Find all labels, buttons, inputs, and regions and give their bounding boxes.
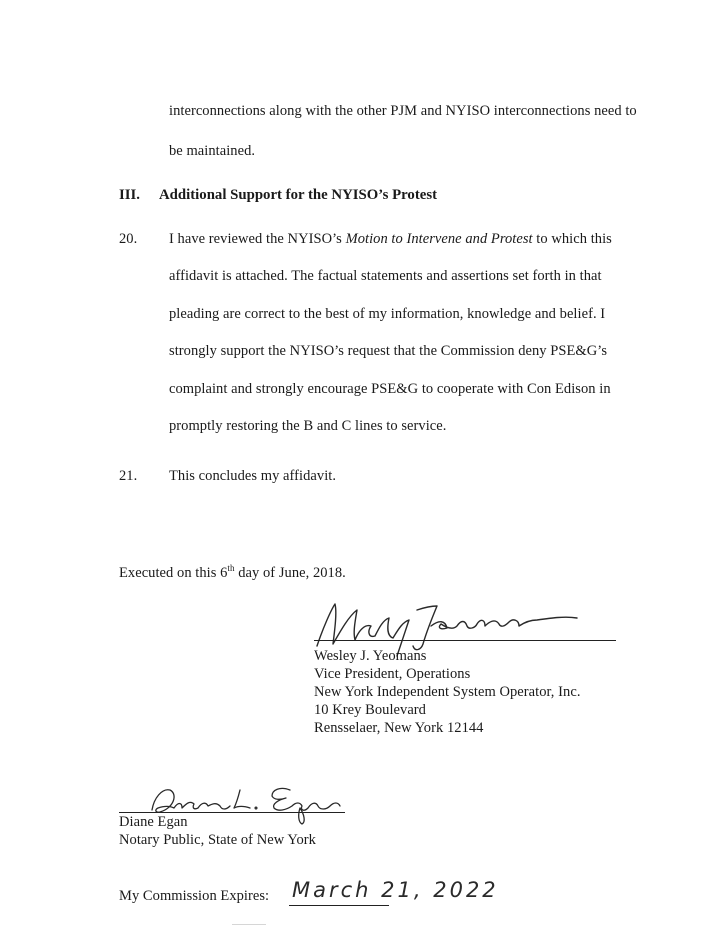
para-20-number: 20. [119,231,138,247]
para-21-text: This concludes my affidavit. [169,468,337,484]
signer-address-1: 10 Krey Boulevard [314,702,426,718]
para-20-line-1 [169,231,612,248]
execution-date [119,565,346,582]
section-title: Additional Support for the NYISO’s Protest [159,187,438,203]
motion-title: Motion to Intervene and Protest [345,231,533,247]
execution-date-suffix: th [227,563,235,573]
para-21-number: 21. [119,468,138,484]
signer-name: Wesley J. Yeomans [314,648,427,664]
para-20-line-6: promptly restoring the B and C lines to service. [169,418,447,434]
execution-date-after: day of June, 2018. [234,565,346,581]
notary-signature-line [119,812,345,813]
para-20-line-1-after: to which this [532,231,612,247]
para-20-line-3: pleading are correct to the best of my information, knowledge and belief. I [169,306,606,322]
para-20-line-5: complaint and strongly encourage PSE&G to cooperate with Con Edison in [169,381,611,397]
section-number: III. [119,187,140,203]
notary-name: Diane Egan [119,814,188,830]
signer-organization: New York Independent System Operator, Inc. [314,684,581,700]
signer-title: Vice President, Operations [314,666,471,682]
commission-label: My Commission Expires: [119,888,270,904]
para-20-line-2: affidavit is attached. The factual statements and assertions set forth in that [169,268,602,284]
para-20-line-1-before: I have reviewed the NYISO’s [169,231,346,247]
yeomans-signature-line [314,640,616,641]
signer-address-2: Rensselaer, New York 12144 [314,720,484,736]
continuation-line-2: be maintained. [169,143,256,159]
commission-date-line [289,905,389,906]
commission-date-handwritten: March 21, 2022 [292,878,499,902]
notary-role: Notary Public, State of New York [119,832,316,848]
execution-date-before: Executed on this 6 [119,565,228,581]
continuation-line-1: interconnections along with the other PJM and NYISO interconnections need to [169,103,637,119]
para-20-line-4: strongly support the NYISO’s request that the Commission deny PSE&G’s [169,343,608,359]
page-artifact-mark [232,924,266,931]
